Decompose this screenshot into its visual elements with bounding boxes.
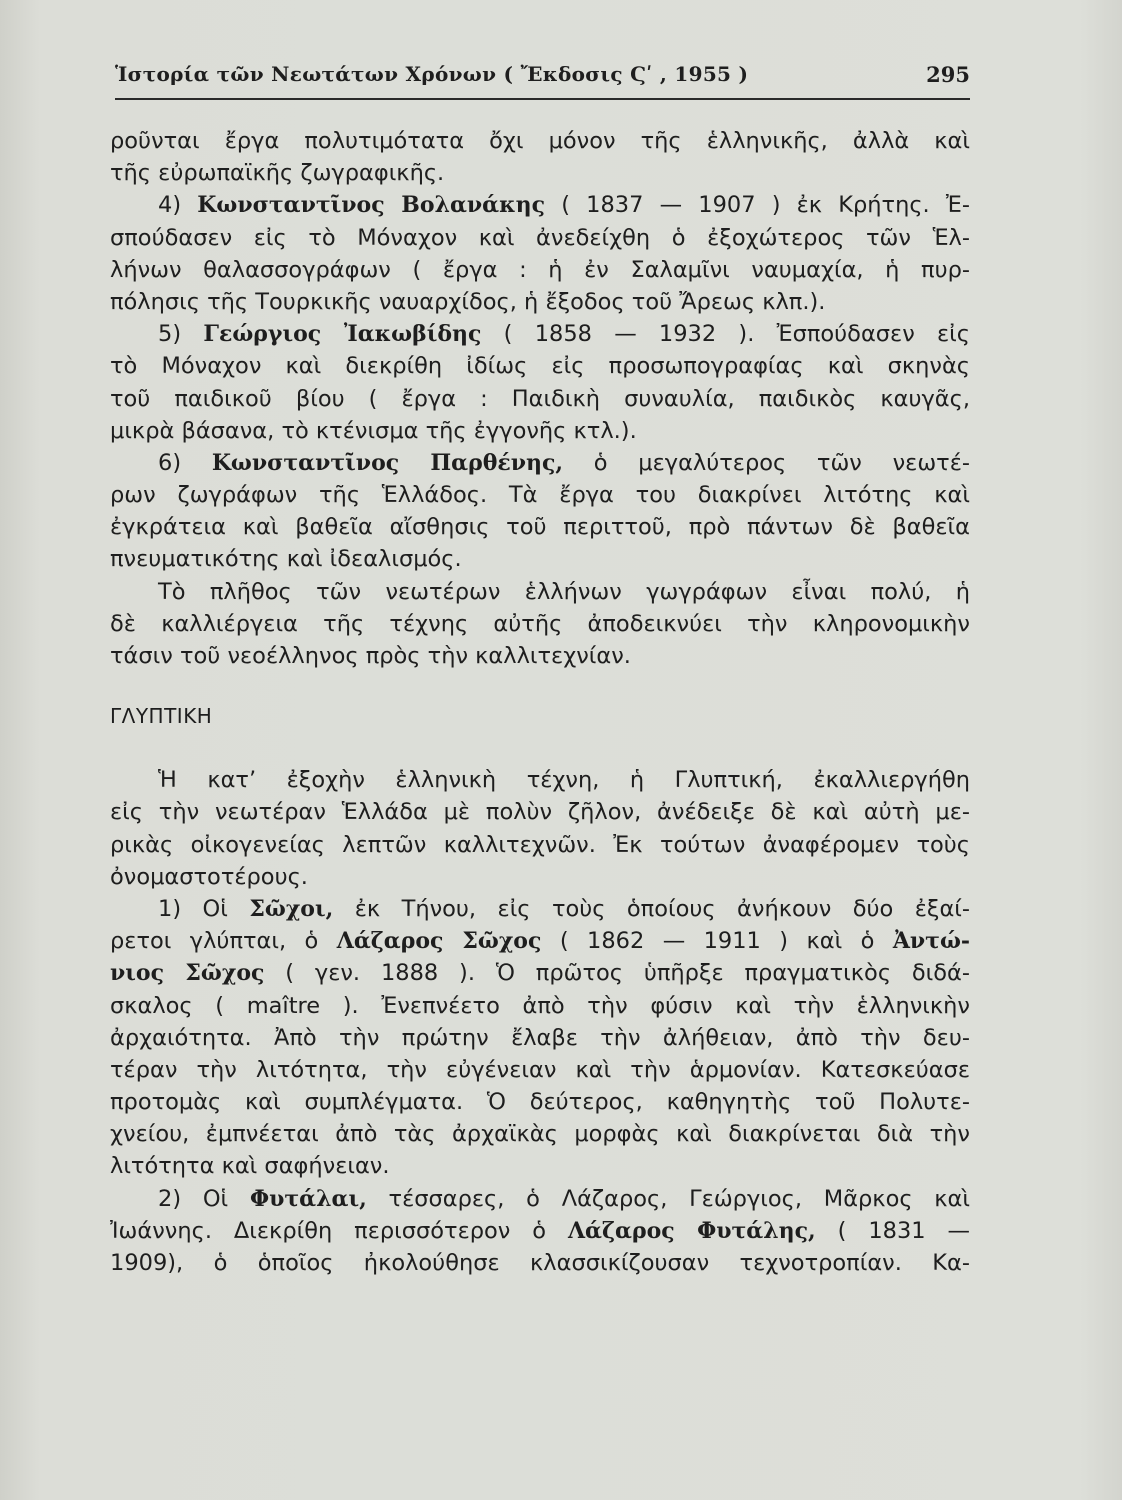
item-number: 6) (158, 449, 182, 476)
text-line: ἐγκράτεια καὶ βαθεῖα αἴσθησις τοῦ περιττοῦ, πρὸ πάντων δὲ βαθεῖα (110, 514, 970, 541)
text-line: σπούδασεν εἰς τὸ Μόναχον καὶ ἀνεδείχθη ὁ ἐξοχώτερος τῶν Ἑλ- (110, 224, 970, 251)
text-line: εἰς τὴν νεωτέραν Ἑλλάδα μὲ πολὺν ζῆλον, ἀνέδειξε δὲ καὶ αὐτὴ με- (110, 799, 970, 826)
text-line: ροῦνται ἔργα πολυτιμότατα ὄχι μόνον τῆς ἑλληνικῆς, ἀλλὰ καὶ (110, 128, 970, 154)
text-span: ( 1837 — 1907 ) ἐκ Κρήτης. Ἐ- (561, 192, 970, 219)
text-line (110, 925, 970, 957)
text-span: ( γεν. 1888 ). Ὁ πρῶτος ὑπῆρξε πραγματικὸς διδά- (285, 960, 970, 987)
text-line: τάσιν τοῦ νεοέλληνος πρὸς τὴν καλλιτεχνίαν. (110, 643, 631, 669)
person-name: Κωνσταντῖνος Παρθένης, (211, 449, 564, 476)
text-line: σκαλος ( maître ). Ἐνεπνέετο ἀπὸ τὴν φύσιν καὶ τὴν ἑλληνικὴν (110, 992, 970, 1019)
person-name: Λάζαρος Φυτάλης, (567, 1217, 816, 1244)
paragraph-fytalai (110, 1183, 970, 1280)
family-name: Φυτάλαι, (249, 1185, 367, 1212)
text-line (110, 1215, 970, 1247)
person-name: νιος Σῶχος (110, 960, 265, 987)
section-heading: ΓΛΥΠΤΙΚΗ (110, 704, 213, 729)
paragraph-volanakis (110, 189, 970, 318)
text-span: 1) Οἱ (158, 895, 228, 922)
text-line: τέραν τὴν λιτότητα, τὴν εὐγένειαν καὶ τὴν ἁρμονίαν. Κατεσκεύασε (110, 1056, 970, 1083)
text-line: τῆς εὐρωπαϊκῆς ζωγραφικῆς. (110, 160, 445, 187)
text-line: λήνων θαλασσογράφων ( ἔργα : ἡ ἐν Σαλαμῖνι ναυμαχία, ἡ πυρ- (110, 256, 970, 283)
text-line (110, 189, 970, 221)
text-line: Τὸ πλῆθος τῶν νεωτέρων ἑλλήνων γωγράφων εἶναι πολύ, ἡ (158, 578, 970, 605)
text-line: πόλησις τῆς Τουρκικῆς ναυαρχίδος, ἡ ἔξοδος τοῦ Ἄρεως κλπ.). (110, 288, 826, 315)
text-line: Ἡ κατ’ ἐξοχὴν ἑλληνικὴ τέχνη, ἡ Γλυπτική, ἐκαλλιεργήθη (158, 767, 970, 794)
text-line (110, 318, 970, 350)
text-span: τέσσαρες, ὁ Λάζαρος, Γεώργιος, Μᾶρκος καὶ (388, 1185, 970, 1212)
text-line (110, 447, 970, 479)
text-line: ἀρχαιότητα. Ἀπὸ τὴν πρώτην ἔλαβε τὴν ἀλήθειαν, ἀπὸ τὴν δευ- (110, 1024, 970, 1051)
family-name: Σῶχοι, (249, 895, 334, 922)
text-line: τοῦ παιδικοῦ βίου ( ἔργα : Παιδικὴ συναυλία, παιδικὸς καυγᾶς, (110, 385, 970, 412)
text-line: 1909), ὁ ὁποῖος ἠκολούθησε κλασσικίζουσαν τεχνοτροπίαν. Κα- (110, 1250, 970, 1276)
text-line (110, 957, 970, 989)
running-head-title: Ἱστορία τῶν Νεωτάτων Χρόνων ( Ἔκδοσις Ϛʹ , 1955 ) (115, 62, 749, 86)
text-span: Ἰωάννης. Διεκρίθη περισσότερον ὁ (110, 1217, 547, 1244)
text-line: προτομὰς καὶ συμπλέγματα. Ὁ δεύτερος, καθηγητὴς τοῦ Πολυτε- (110, 1089, 970, 1116)
text-line: λιτότητα καὶ σαφήνειαν. (110, 1153, 390, 1180)
running-header (115, 62, 970, 96)
text-line: ρων ζωγράφων τῆς Ἑλλάδος. Τὰ ἔργα του διακρίνει λιτότης καὶ (110, 482, 970, 509)
page-number: 295 (926, 62, 970, 87)
text-span: ὁ μεγαλύτερος τῶν νεωτέ- (593, 449, 970, 476)
text-line: δὲ καλλιέργεια τῆς τέχνης αὐτῆς ἀποδεικνύει τὴν κληρονομικὴν (110, 610, 970, 637)
paragraph-parthenis (110, 447, 970, 576)
text-line: χνείου, ἐμπνέεται ἀπὸ τὰς ἀρχαϊκὰς μορφὰς καὶ διακρίνεται διὰ τὴν (110, 1121, 970, 1148)
text-line: ὀνομαστοτέρους. (110, 863, 308, 890)
text-line (110, 1183, 970, 1215)
text-span: ( 1858 — 1932 ). Ἐσπούδασεν εἰς (503, 321, 970, 348)
item-number: 5) (158, 321, 182, 348)
text-span: ( 1831 — (837, 1217, 970, 1244)
paragraph-summary (110, 576, 970, 673)
person-name: Κωνσταντῖνος Βολανάκης (197, 192, 545, 219)
paragraph-sculpture-intro (110, 764, 970, 893)
text-line: τὸ Μόναχον καὶ διεκρίθη ἰδίως εἰς προσωπογραφίας καὶ σκηνὰς (110, 353, 970, 380)
item-number: 4) (158, 192, 182, 219)
person-name: Λάζαρος Σῶχος (336, 928, 542, 955)
text-line (110, 893, 970, 925)
text-span: 2) Οἱ (158, 1185, 229, 1212)
person-name: Ἀντώ- (892, 928, 971, 955)
person-name: Γεώργιος Ἰακωβίδης (203, 321, 482, 348)
paragraph-sochoi (110, 893, 970, 1183)
text-line: μικρὰ βάσανα, τὸ κτένισμα τῆς ἐγγονῆς κτλ.). (110, 417, 637, 444)
text-line: ρικὰς οἰκογενείας λεπτῶν καλλιτεχνῶν. Ἐκ τούτων ἀναφέρομεν τοὺς (110, 831, 970, 858)
paragraph-iakovidis (110, 318, 970, 447)
text-line: πνευματικότης καὶ ἰδεαλισμός. (110, 546, 462, 573)
text-span: ρετοι γλύπται, ὁ (110, 928, 319, 955)
paragraph-1 (110, 125, 970, 189)
body-text (110, 125, 970, 1279)
text-span: ( 1862 — 1911 ) καὶ ὁ (559, 928, 875, 955)
header-rule (115, 98, 970, 100)
text-span: ἐκ Τήνου, εἰς τοὺς ὁποίους ἀνήκουν δύο ἐξαί- (354, 895, 971, 922)
